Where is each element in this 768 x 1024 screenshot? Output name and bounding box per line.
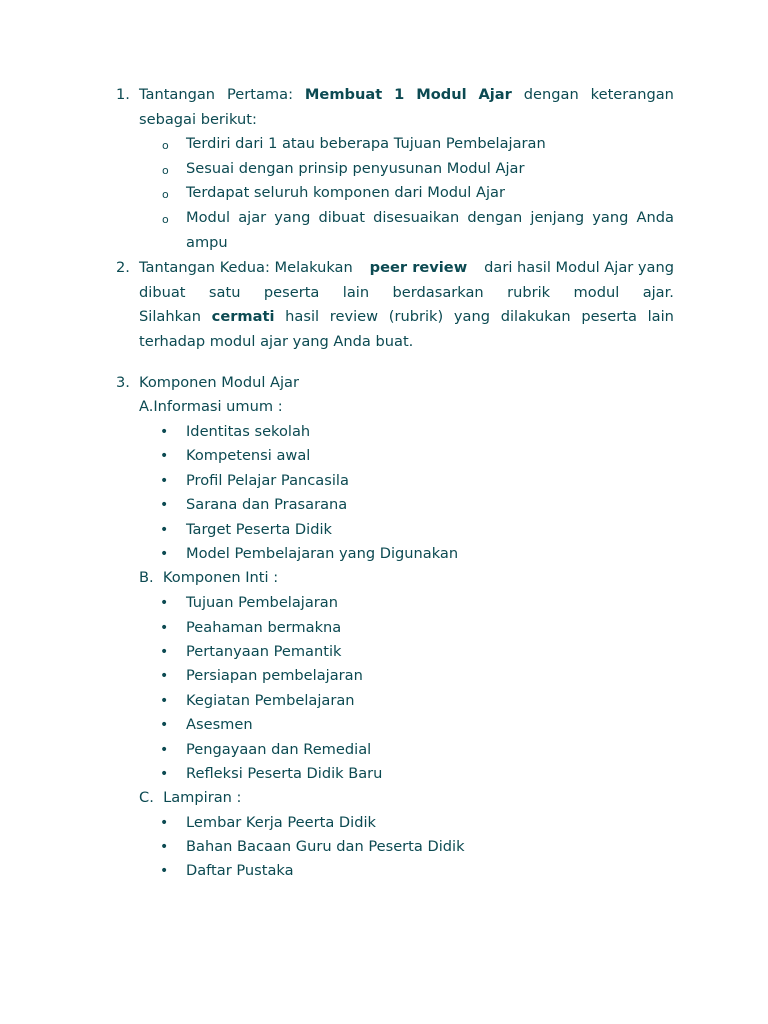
bold-word: Modul <box>416 86 467 103</box>
list-item-text: Bahan Bacaan Guru dan Peserta Didik <box>186 838 465 855</box>
item-2-continuation <box>139 283 674 303</box>
list-item-text: Daftar Pustaka <box>186 862 294 879</box>
list-item-text: Sarana dan Prasarana <box>186 496 348 513</box>
bold-word: cermati <box>211 308 275 325</box>
bold-word: 1 <box>394 86 405 103</box>
list-item-text: Peahaman bermakna <box>186 619 342 636</box>
item-2-continuation <box>139 307 674 327</box>
word: dibuat <box>318 209 365 226</box>
word: yang <box>592 209 629 226</box>
item-1-number: 1. <box>116 86 130 103</box>
item-2-heading <box>139 258 674 278</box>
list-item-text: Target Peserta Didik <box>186 521 332 538</box>
bullet-icon: • <box>160 766 169 782</box>
list-item-text: Model Pembelajaran yang Digunakan <box>186 545 459 562</box>
bullet-icon: • <box>160 473 169 489</box>
item-1-continuation: sebagai berikut: <box>139 111 257 128</box>
bold-phrase: peer review <box>369 259 468 276</box>
word: (rubrik) <box>388 308 444 325</box>
section-label: C. Lampiran : <box>139 789 242 806</box>
bullet-icon: • <box>160 839 169 855</box>
word: Pertama: <box>226 86 293 103</box>
sub-point-text: Terdiri dari 1 atau beberapa Tujuan Pembelajaran <box>186 135 546 152</box>
sub-point-text: ampu <box>186 234 228 251</box>
word: Tantangan <box>139 86 216 103</box>
word: keterangan <box>590 86 674 103</box>
word: jenjang <box>530 209 585 226</box>
bullet-icon: • <box>160 546 169 562</box>
word: yang <box>274 209 311 226</box>
item-2-number: 2. <box>116 259 130 276</box>
item-3-number: 3. <box>116 374 130 391</box>
bullet-icon: • <box>160 448 169 464</box>
item-1-heading <box>139 85 674 105</box>
word: Silahkan <box>139 308 201 325</box>
bullet-icon: • <box>160 742 169 758</box>
word: ajar <box>238 209 267 226</box>
word: berdasarkan <box>392 284 484 301</box>
bullet-icon: • <box>160 644 169 660</box>
bullet-icon: • <box>160 620 169 636</box>
list-item-text: Asesmen <box>186 716 253 733</box>
bullet-icon: • <box>160 693 169 709</box>
list-item-text: Profil Pelajar Pancasila <box>186 472 349 489</box>
word: lain <box>342 284 370 301</box>
bullet-icon: • <box>160 717 169 733</box>
bullet-icon: • <box>160 863 169 879</box>
word: dibuat <box>139 284 186 301</box>
word: disesuaikan <box>373 209 460 226</box>
bullet-icon: • <box>160 668 169 684</box>
word: dilakukan <box>500 308 571 325</box>
word: hasil <box>285 308 320 325</box>
text-segment: dari hasil Modul Ajar yang <box>479 259 674 276</box>
word: Anda <box>636 209 674 226</box>
list-item-text: Tujuan Pembelajaran <box>186 594 338 611</box>
bullet-icon: • <box>160 595 169 611</box>
word: satu <box>208 284 241 301</box>
circle-bullet-icon: o <box>162 213 169 226</box>
sub-point-text: Sesuai dengan prinsip penyusunan Modul Ajar <box>186 160 525 177</box>
circle-bullet-icon: o <box>162 164 169 177</box>
section-label: B. Komponen Inti : <box>139 569 279 586</box>
bullet-icon: • <box>160 497 169 513</box>
sub-point-text: Terdapat seluruh komponen dari Modul Ajar <box>186 184 505 201</box>
word: peserta <box>263 284 320 301</box>
bullet-icon: • <box>160 815 169 831</box>
word: review <box>329 308 379 325</box>
list-item-text: Identitas sekolah <box>186 423 311 440</box>
circle-bullet-icon: o <box>162 188 169 201</box>
word: dengan <box>523 86 579 103</box>
list-item-text: Kompetensi awal <box>186 447 311 464</box>
item-3-heading: Komponen Modul Ajar <box>139 374 300 391</box>
list-item-text: Lembar Kerja Peerta Didik <box>186 814 376 831</box>
list-item-text: Persiapan pembelajaran <box>186 667 363 684</box>
list-item-text: Kegiatan Pembelajaran <box>186 692 355 709</box>
list-item-text: Refleksi Peserta Didik Baru <box>186 765 383 782</box>
bold-word: Ajar <box>478 86 512 103</box>
word: dengan <box>467 209 523 226</box>
section-label: A.Informasi umum : <box>139 398 283 415</box>
word: lain <box>647 308 674 325</box>
word: peserta <box>581 308 637 325</box>
sub-point-text <box>186 208 674 228</box>
word: yang <box>453 308 490 325</box>
word: ajar. <box>642 284 674 301</box>
bold-word: Membuat <box>304 86 383 103</box>
text-segment: Tantangan Kedua: Melakukan <box>139 259 358 276</box>
list-item-text: Pertanyaan Pemantik <box>186 643 342 660</box>
list-item-text: Pengayaan dan Remedial <box>186 741 372 758</box>
word: rubrik <box>507 284 551 301</box>
bullet-icon: • <box>160 424 169 440</box>
word: modul <box>573 284 620 301</box>
item-2-continuation: terhadap modul ajar yang Anda buat. <box>139 333 414 350</box>
word: Modul <box>186 209 231 226</box>
circle-bullet-icon: o <box>162 139 169 152</box>
bullet-icon: • <box>160 522 169 538</box>
